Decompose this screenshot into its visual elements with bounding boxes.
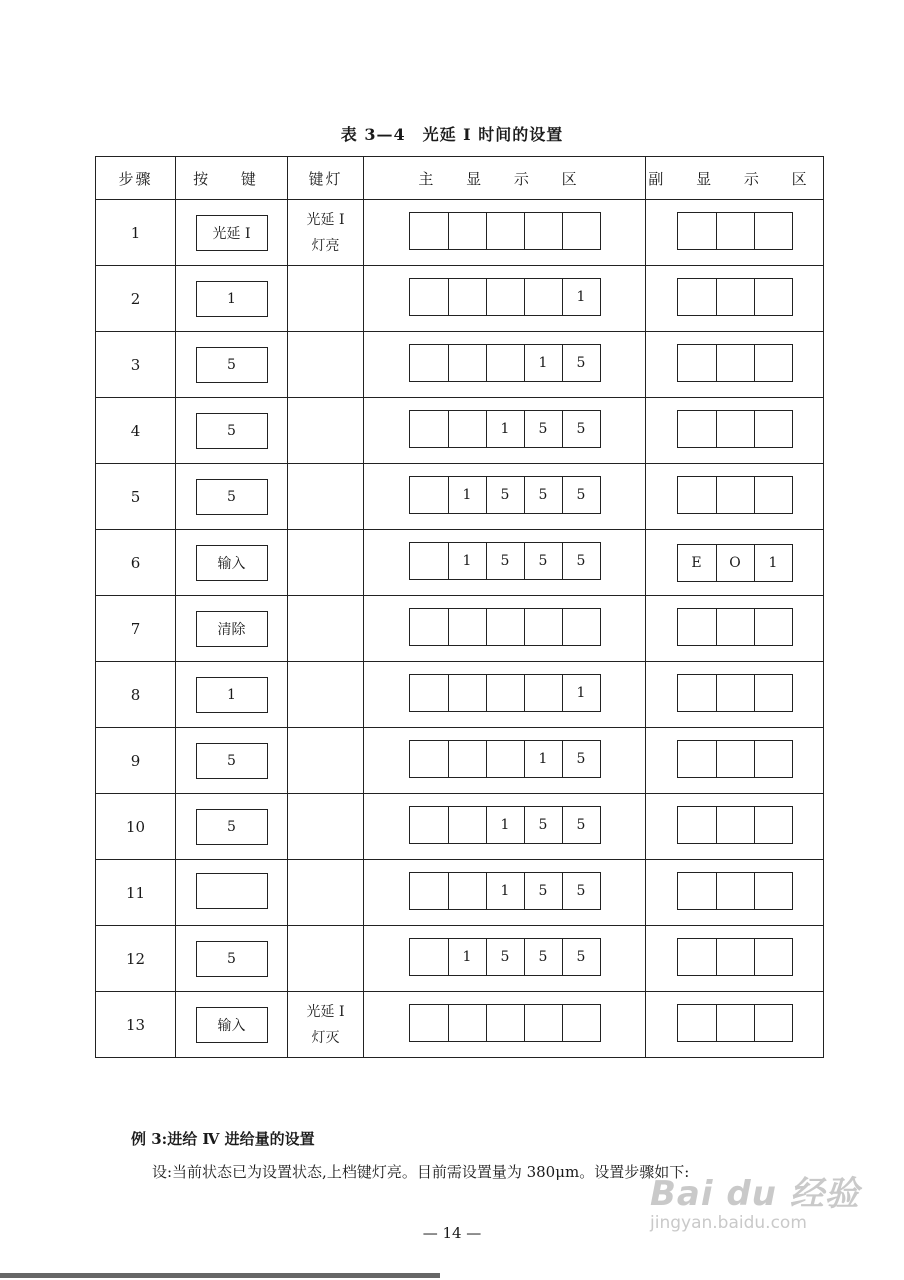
main-display-digit bbox=[410, 1005, 448, 1041]
step-cell: 9 bbox=[96, 728, 176, 794]
step-cell: 10 bbox=[96, 794, 176, 860]
key-cell bbox=[176, 332, 288, 398]
main-display-cell bbox=[364, 926, 646, 992]
main-display-digit bbox=[410, 609, 448, 645]
sub-display-digit bbox=[716, 1005, 754, 1041]
lamp-cell bbox=[288, 662, 364, 728]
main-display-digit bbox=[410, 807, 448, 843]
table-row bbox=[96, 926, 824, 992]
main-display-digit: 5 bbox=[562, 741, 600, 777]
main-display-digit bbox=[448, 807, 486, 843]
sub-display-digit: E bbox=[691, 554, 702, 571]
step-cell: 2 bbox=[96, 266, 176, 332]
main-display-digit bbox=[410, 477, 448, 513]
main-display-digit: 5 bbox=[524, 477, 562, 513]
main-display-digit: 5 bbox=[524, 543, 562, 579]
key-cell bbox=[176, 266, 288, 332]
lamp-cell bbox=[288, 926, 364, 992]
main-display-digit: 5 bbox=[562, 477, 600, 513]
sub-display-digit bbox=[678, 279, 716, 315]
sub-display-cell bbox=[646, 530, 824, 596]
page-number: — 14 — bbox=[422, 1224, 482, 1242]
main-display-digit: 1 bbox=[562, 279, 600, 315]
lamp-cell bbox=[288, 200, 364, 266]
sub-display-digit bbox=[678, 939, 716, 975]
main-display-digit bbox=[410, 213, 448, 249]
main-display-cell bbox=[364, 464, 646, 530]
main-display bbox=[409, 674, 601, 712]
main-display bbox=[409, 476, 601, 514]
main-display-digit bbox=[448, 213, 486, 249]
watermark-line2: jingyan.baidu.com bbox=[650, 1213, 807, 1233]
table-row bbox=[96, 530, 824, 596]
table-title: 表 3—4 光延 I 时间的设置 bbox=[340, 125, 564, 144]
table-row bbox=[96, 662, 824, 728]
main-display-digit bbox=[410, 873, 448, 909]
main-display-digit bbox=[448, 741, 486, 777]
header-step: 步骤 bbox=[96, 157, 176, 200]
main-display-cell bbox=[364, 728, 646, 794]
sub-display-cell bbox=[646, 332, 824, 398]
sub-display bbox=[677, 1004, 793, 1042]
step-cell: 11 bbox=[96, 860, 176, 926]
main-display-digit: 1 bbox=[448, 939, 486, 975]
main-display-digit: 5 bbox=[562, 345, 600, 381]
main-display bbox=[409, 212, 601, 250]
watermark-logo bbox=[650, 1166, 880, 1246]
sub-display-digit bbox=[754, 741, 792, 777]
sub-display-digit: 1 bbox=[754, 545, 792, 581]
sub-display bbox=[677, 608, 793, 646]
main-display-cell bbox=[364, 332, 646, 398]
key-cell bbox=[176, 530, 288, 596]
table-header-row bbox=[96, 157, 824, 200]
lamp-cell bbox=[288, 992, 364, 1058]
main-display bbox=[409, 806, 601, 844]
table-row bbox=[96, 596, 824, 662]
lamp-text: 灯亮 bbox=[311, 237, 340, 254]
main-display-digit: 5 bbox=[562, 873, 600, 909]
table-row bbox=[96, 332, 824, 398]
sub-display bbox=[677, 872, 793, 910]
main-display-digit bbox=[448, 873, 486, 909]
step-cell: 4 bbox=[96, 398, 176, 464]
main-display-digit bbox=[448, 609, 486, 645]
sub-display-digit bbox=[716, 477, 754, 513]
key-cell bbox=[176, 398, 288, 464]
header-sub-display: 副 显 示 区 bbox=[646, 157, 824, 200]
header-key: 按 键 bbox=[176, 157, 288, 200]
sub-display-digit bbox=[678, 675, 716, 711]
main-display-digit bbox=[410, 345, 448, 381]
lamp-cell bbox=[288, 464, 364, 530]
key-box: 1 bbox=[196, 281, 268, 317]
watermark-line1: Bai du 经验 bbox=[650, 1174, 860, 1214]
table-row bbox=[96, 794, 824, 860]
step-cell: 13 bbox=[96, 992, 176, 1058]
main-display-digit bbox=[486, 741, 524, 777]
main-display-digit bbox=[562, 213, 600, 249]
step-cell: 3 bbox=[96, 332, 176, 398]
key-box: 5 bbox=[196, 941, 268, 977]
main-display-digit: 5 bbox=[524, 873, 562, 909]
sub-display-digit bbox=[716, 213, 754, 249]
main-display-digit bbox=[486, 279, 524, 315]
header-lamp: 键灯 bbox=[288, 157, 364, 200]
main-display-cell bbox=[364, 200, 646, 266]
key-box: 5 bbox=[196, 743, 268, 779]
sub-display-digit bbox=[678, 345, 716, 381]
lamp-text: 光延 I bbox=[306, 211, 345, 228]
key-cell bbox=[176, 662, 288, 728]
table-row bbox=[96, 464, 824, 530]
main-display-digit bbox=[448, 675, 486, 711]
step-cell: 5 bbox=[96, 464, 176, 530]
main-display bbox=[409, 938, 601, 976]
table-row bbox=[96, 200, 824, 266]
main-display-digit: 1 bbox=[486, 873, 524, 909]
key-box: 输入 bbox=[196, 545, 268, 581]
sub-display-digit bbox=[716, 807, 754, 843]
table-body bbox=[96, 200, 824, 1058]
main-display-digit bbox=[410, 939, 448, 975]
main-display-digit bbox=[524, 213, 562, 249]
main-display-digit: 1 bbox=[448, 477, 486, 513]
main-display-digit: 5 bbox=[562, 543, 600, 579]
sub-display-cell bbox=[646, 200, 824, 266]
key-cell bbox=[176, 464, 288, 530]
main-display bbox=[409, 542, 601, 580]
sub-display-digit bbox=[754, 213, 792, 249]
sub-display bbox=[677, 344, 793, 382]
main-display-cell bbox=[364, 398, 646, 464]
main-display-digit bbox=[448, 345, 486, 381]
main-display-digit bbox=[410, 279, 448, 315]
example-text: 设:当前状态已为设置状态,上档键灯亮。目前需设置量为 380μm。设置步骤如下: bbox=[152, 1163, 690, 1181]
key-cell bbox=[176, 860, 288, 926]
lamp-cell bbox=[288, 860, 364, 926]
sub-display bbox=[677, 938, 793, 976]
key-box: 5 bbox=[196, 479, 268, 515]
sub-display-digit bbox=[716, 345, 754, 381]
main-display bbox=[409, 344, 601, 382]
step-cell: 1 bbox=[96, 200, 176, 266]
main-display-digit bbox=[410, 741, 448, 777]
lamp-cell bbox=[288, 596, 364, 662]
main-display-digit bbox=[524, 279, 562, 315]
key-cell bbox=[176, 926, 288, 992]
sub-display-cell bbox=[646, 992, 824, 1058]
settings-table bbox=[95, 156, 824, 1058]
sub-display-digit bbox=[754, 411, 792, 447]
sub-display-digit bbox=[678, 873, 716, 909]
sub-display-digit bbox=[678, 609, 716, 645]
main-display bbox=[409, 1004, 601, 1042]
main-display-digit bbox=[410, 411, 448, 447]
sub-display bbox=[677, 740, 793, 778]
sub-display-digit: O bbox=[716, 545, 754, 581]
key-box: 清除 bbox=[196, 611, 268, 647]
main-display bbox=[409, 278, 601, 316]
table-row bbox=[96, 992, 824, 1058]
main-display-digit: 5 bbox=[524, 807, 562, 843]
sub-display-digit bbox=[754, 675, 792, 711]
lamp-cell bbox=[288, 266, 364, 332]
main-display-digit bbox=[562, 609, 600, 645]
sub-display-cell bbox=[646, 662, 824, 728]
sub-display-digit bbox=[754, 807, 792, 843]
sub-display-cell bbox=[646, 398, 824, 464]
key-box: 5 bbox=[196, 347, 268, 383]
sub-display-cell bbox=[646, 728, 824, 794]
main-display-cell bbox=[364, 794, 646, 860]
sub-display-digit bbox=[754, 477, 792, 513]
main-display-digit bbox=[524, 675, 562, 711]
key-box: 5 bbox=[196, 809, 268, 845]
lamp-cell bbox=[288, 728, 364, 794]
sub-display bbox=[677, 278, 793, 316]
sub-display-digit bbox=[754, 279, 792, 315]
sub-display-cell bbox=[646, 926, 824, 992]
step-cell: 8 bbox=[96, 662, 176, 728]
key-cell bbox=[176, 596, 288, 662]
lamp-cell bbox=[288, 794, 364, 860]
sub-display-digit bbox=[754, 609, 792, 645]
main-display-digit: 5 bbox=[562, 807, 600, 843]
main-display-digit: 1 bbox=[562, 675, 600, 711]
main-display-digit bbox=[562, 1005, 600, 1041]
step-cell: 12 bbox=[96, 926, 176, 992]
main-display-digit bbox=[486, 1005, 524, 1041]
table-row bbox=[96, 398, 824, 464]
main-display-digit: 1 bbox=[524, 345, 562, 381]
main-display-cell bbox=[364, 662, 646, 728]
main-display-digit: 5 bbox=[562, 411, 600, 447]
lamp-cell bbox=[288, 332, 364, 398]
key-cell bbox=[176, 200, 288, 266]
step-cell: 7 bbox=[96, 596, 176, 662]
sub-display bbox=[677, 212, 793, 250]
main-display-digit: 1 bbox=[486, 411, 524, 447]
key-cell bbox=[176, 728, 288, 794]
main-display-digit bbox=[448, 1005, 486, 1041]
main-display bbox=[409, 410, 601, 448]
key-box: 5 bbox=[196, 413, 268, 449]
key-box: 1 bbox=[196, 677, 268, 713]
sub-display bbox=[677, 544, 793, 582]
example-title: 例 3:进给 Ⅳ 进给量的设置 bbox=[131, 1130, 315, 1148]
main-display-digit: 1 bbox=[524, 741, 562, 777]
main-display-digit bbox=[448, 411, 486, 447]
main-display-cell bbox=[364, 596, 646, 662]
sub-display-digit bbox=[678, 411, 716, 447]
sub-display-cell bbox=[646, 266, 824, 332]
key-cell bbox=[176, 794, 288, 860]
sub-display-digit bbox=[716, 411, 754, 447]
sub-display-digit bbox=[754, 873, 792, 909]
lamp-text: 光延 I bbox=[306, 1003, 345, 1020]
main-display-cell bbox=[364, 992, 646, 1058]
main-display-digit: 5 bbox=[562, 939, 600, 975]
main-display-digit bbox=[524, 609, 562, 645]
main-display bbox=[409, 608, 601, 646]
sub-display-digit bbox=[716, 675, 754, 711]
sub-display-digit bbox=[754, 1005, 792, 1041]
main-display-digit bbox=[486, 609, 524, 645]
main-display-digit bbox=[410, 675, 448, 711]
key-cell bbox=[176, 992, 288, 1058]
sub-display bbox=[677, 806, 793, 844]
sub-display-digit bbox=[716, 741, 754, 777]
main-display-digit bbox=[524, 1005, 562, 1041]
sub-display-digit bbox=[754, 939, 792, 975]
main-display-digit: 5 bbox=[486, 543, 524, 579]
table-row bbox=[96, 728, 824, 794]
sub-display-digit bbox=[678, 1005, 716, 1041]
sub-display-cell bbox=[646, 596, 824, 662]
sub-display-digit bbox=[678, 807, 716, 843]
step-cell: 6 bbox=[96, 530, 176, 596]
table-row bbox=[96, 266, 824, 332]
main-display-cell bbox=[364, 530, 646, 596]
main-display-digit: 5 bbox=[486, 939, 524, 975]
lamp-cell bbox=[288, 398, 364, 464]
main-display-digit bbox=[486, 675, 524, 711]
sub-display-digit bbox=[754, 345, 792, 381]
table-row bbox=[96, 860, 824, 926]
main-display bbox=[409, 872, 601, 910]
main-display-digit bbox=[448, 279, 486, 315]
lamp-text: 灯灭 bbox=[311, 1029, 340, 1046]
sub-display-digit bbox=[716, 609, 754, 645]
main-display-digit bbox=[486, 345, 524, 381]
key-box: 光延 I bbox=[196, 215, 268, 251]
key-box: 输入 bbox=[196, 1007, 268, 1043]
main-display-digit bbox=[486, 213, 524, 249]
sub-display-digit bbox=[678, 213, 716, 249]
main-display-digit: 5 bbox=[524, 939, 562, 975]
key-box bbox=[196, 873, 268, 909]
main-display-cell bbox=[364, 860, 646, 926]
sub-display bbox=[677, 476, 793, 514]
sub-display-cell bbox=[646, 794, 824, 860]
sub-display-cell bbox=[646, 860, 824, 926]
main-display-digit: 5 bbox=[524, 411, 562, 447]
main-display-digit: 1 bbox=[486, 807, 524, 843]
header-main-display: 主 显 示 区 bbox=[364, 157, 646, 200]
sub-display-digit bbox=[716, 279, 754, 315]
main-display-digit: 5 bbox=[486, 477, 524, 513]
sub-display-digit bbox=[716, 939, 754, 975]
main-display-digit: 1 bbox=[448, 543, 486, 579]
sub-display bbox=[677, 410, 793, 448]
sub-display-cell bbox=[646, 464, 824, 530]
sub-display bbox=[677, 674, 793, 712]
main-display-cell bbox=[364, 266, 646, 332]
sub-display-digit bbox=[678, 741, 716, 777]
sub-display-digit bbox=[678, 477, 716, 513]
sub-display-digit bbox=[716, 873, 754, 909]
lamp-cell bbox=[288, 530, 364, 596]
main-display-digit bbox=[410, 543, 448, 579]
scan-edge-rule bbox=[0, 1273, 440, 1278]
main-display bbox=[409, 740, 601, 778]
